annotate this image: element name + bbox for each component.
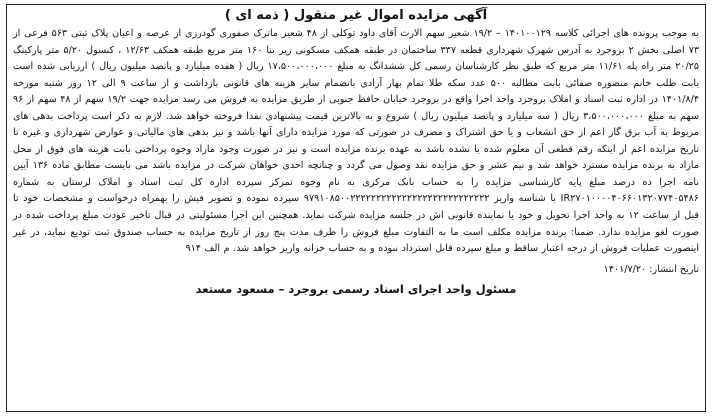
signature: مسئول واحد اجرای اسناد رسمی بروجرد – مسعود مستعد: [195, 281, 517, 296]
publish-date: ۱۴۰۱/۷/۲۰: [603, 263, 647, 275]
publish-date-line: [13, 262, 699, 278]
notice-body: به موجب پرونده های اجرائی کلاسه ۱۴۰۱۰۰۱۲۹ – ۱۹/۲ شعیر سهم الارث آقای داود توکلی از ۴۸ شعیر ماترک صفوری گودرزی از عرصه و اعیان پلاک ثبتی ۵۶۳ فرعی از ۷۳ اصلی بخش ۲ بروجرد به آدرس شهرک شهرداری قطعه ۳۳۷ ساختمان در طبقه همکف مسکونی زیر بنا ۱۶۰ متر مربع طبقه همکف ۱۲/۶۳ ، کنسول ۵/۲۰ متر پارکینگ ۲۰/۲۵ متر راه پله ۱۱/۶۱ متر مربع که طبق نظر کارشناسان رسمی کل ششدانگ به مبلغ ۱۷،۵۰۰،۰۰۰،۰۰۰ ریال ( هفده میلیارد و پانصد میلیون ریال ) ارزیابی شده است بابت طلب خانم منصوره صفائی بابت مطالبه ۵۰۰ عدد سکه طلا تمام بهار آزادی بانضمام سایر هزینه های قانونی بازداشت و از ساعت ۹ الی ۱۲ روز شنبه مورخه ۱۴۰۱/۸/۴ در اداره ثبت اسناد و املاک بروجرد واحد اجرا واقع در بروجرد خیابان حافظ جنوبی از طریق مزایده به فروش می رسد مزایده جهت ۱۹/۲ سهم از ۴۸ سهم از ۹۶ سهم به مبلغ ۳،۵۰۰،۰۰۰،۰۰۰ ریال ( سه میلیارد و پانصد میلیون ریال ) شروع و به بالاترین قیمت پیشنهادی نقدا فروخته خواهد شد. لازم به ذکر است پرداخت بدهی های مربوط به آب برق گاز اعم از حق انشعاب و یا حق اشتراک و مصرف در صورتی که مورد مزایده دارای آنها باشد و نیز بدهی های مالیاتی و عوارض شهرداری و غیره تا تاریخ مزایده اعم از اینکه رقم قطعی آن معلوم شده یا نشده باشد به عهده برنده مزایده است و نیز در صورت وجود مازاد وجوه پرداختی بابت هزینه های فوق از محل مازاد به برنده مزایده مسترد خواهد شد و نیم عشر و حق مزایده نقد وصول می گردد و چنانچه احدی خواهان شرکت در مزایده باشد می بایست مطابق ماده ۱۳۶ آیین نامه اجرا ده درصد مبلغ پایه کارشناسی مزایده را به حساب بانک مرکزی به نام وجوه تمرکز سپرده اداره کل ثبت اسناد و املاک لرستان به شماره IR۲۷۰۱۰۰۰۰۴۰۶۶۰۱۳۲۰۷۷۴۰۵۴۸۶ با شناسه واریز ۹۷۹۱۰۸۵۰۰۲۲۲۲۲۲۲۲۲۲۲۲۲۲۲۲۲۲۲۲۲۲۲۲۲۲۲ سپرده نموده و تصویر فیش را بهمراه درخواست و مشخصات خود تا قبل از ساعت ۱۲ به واحد اجرا تحویل و خود یا نماینده قانونی اش در جلسه مزایده شرکت نماید. همچنین این اجرا مسئولیتی در قبال تاخیر عودت مبلغ پرداخت شده در صورت لغو مزایده ندارد. ضمنا: برنده مزایده مکلف است ما به التفاوت مبلغ فروش را ظرف مدت پنج روز از تاریخ مزایده به حساب صندوق ثبت تودیع نماید، در غیر اینصورت عملیات فروش از درجه اعتبار ساقط و مبلغ سپرده قابل استرداد نبوده و به حساب خزانه واریز خواهد شد. م الف ۹۱۴: [13, 28, 700, 255]
publish-date-label: تاریخ انتشار:: [649, 263, 699, 275]
auction-notice: [6, 4, 706, 412]
notice-title: آگهی مزایده اموال غیر منقول ( ذمه ای ): [224, 8, 488, 23]
